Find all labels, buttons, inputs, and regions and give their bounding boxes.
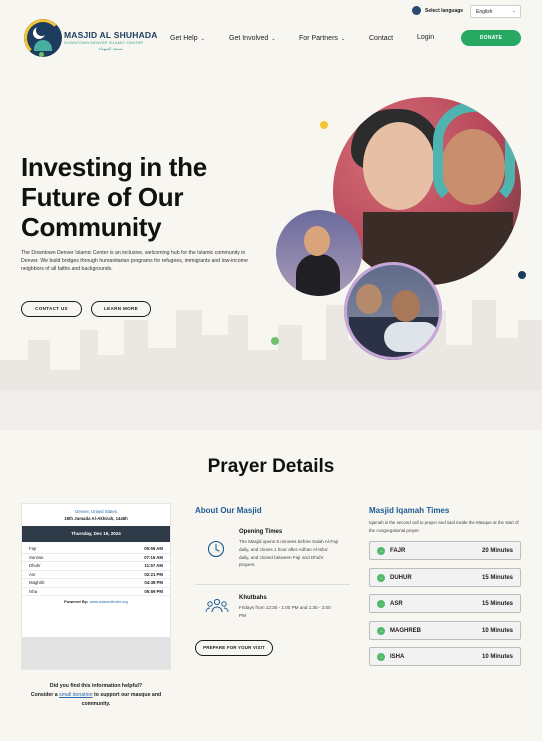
prayer-time: 07:16 AM — [144, 554, 163, 560]
logo-ring — [24, 19, 62, 57]
table-row — [22, 571, 170, 580]
decorative-dot-yellow — [320, 121, 328, 129]
iqamah-minutes: 15 Minutes — [481, 600, 513, 607]
arrow-right-icon: → — [378, 653, 384, 660]
helpful-pre: Consider a — [30, 692, 58, 698]
donate-button[interactable]: DONATE — [461, 30, 521, 46]
brand-arabic: مسجد الشهداء — [98, 46, 123, 51]
table-row — [22, 588, 170, 597]
nav-get-help-label: Get Help — [170, 35, 198, 42]
iqamah-minutes: 10 Minutes — [481, 627, 513, 634]
learn-more-button[interactable]: LEARN MORE — [91, 301, 151, 317]
photo-ring-accent — [344, 262, 442, 360]
iqamah-minutes: 10 Minutes — [481, 653, 513, 660]
table-row — [22, 562, 170, 571]
arrow-right-icon: → — [378, 574, 384, 581]
khutbahs-text: Fridays from 12:30 - 1:00 PM and 1:30 - 2:00 PM — [239, 605, 331, 618]
login-label: Login — [417, 34, 435, 41]
brand-subtitle: DOWNTOWN DENVER ISLAMIC CENTER — [64, 41, 144, 45]
prayer-name: Sunrise — [29, 554, 44, 560]
prayer-name: Maghrib — [29, 580, 45, 585]
login-link[interactable] — [417, 34, 434, 41]
islamicfinder-link[interactable]: www.islamicfinder.org — [89, 599, 128, 604]
iqamah-prayer-name: ISHA — [390, 653, 405, 660]
language-value: English — [476, 9, 493, 15]
small-donation-link[interactable]: small donation — [59, 692, 93, 698]
hero-description: The Downtown Denver Islamic Center is an inclusive, welcoming hub for the Islamic community in Denver. We build bridges through humanitarian programs for refugees, immigrants and low-income neighbors of all faiths and backgrounds. — [21, 250, 248, 273]
helpful-donation-line — [21, 691, 171, 709]
iqamah-description: Iqamah is the second call to prayer and said inside the Masque at the start of the congregational prayer. — [369, 520, 519, 533]
iqamah-row-asr[interactable] — [369, 594, 521, 613]
table-row — [22, 554, 170, 563]
powered-by-label: Powered By: — [64, 599, 89, 604]
nav-get-involved-label: Get Involved — [229, 35, 269, 42]
prayer-time: 02:21 PM — [144, 571, 163, 577]
prayer-name: Dhuhr — [29, 563, 41, 568]
prayer-name: Isha — [29, 588, 38, 594]
logo-emblem[interactable] — [24, 19, 62, 57]
iqamah-row-maghreb[interactable] — [369, 621, 521, 640]
about-divider — [195, 584, 350, 585]
logo-accent-dot — [39, 52, 44, 57]
chevron-down-icon: ⌄ — [271, 36, 276, 42]
prayer-details-title: Prayer Details — [207, 456, 335, 477]
globe-icon — [412, 6, 421, 15]
arrow-right-icon: → — [378, 627, 384, 634]
prayer-time: 04:38 PM — [144, 580, 163, 585]
arrow-right-icon: → — [378, 600, 384, 607]
language-selector-label — [412, 6, 463, 15]
iqamah-row-duhur[interactable] — [369, 568, 521, 587]
decorative-dot-navy — [518, 271, 526, 279]
chevron-down-icon: ⌄ — [511, 8, 516, 14]
donation-prompt — [21, 682, 171, 709]
table-row — [22, 579, 170, 588]
iqamah-prayer-name: FAJR — [390, 547, 406, 554]
iqamah-row-isha[interactable] — [369, 647, 521, 666]
iqamah-minutes: 15 Minutes — [481, 574, 513, 581]
nav-contact[interactable] — [369, 35, 393, 42]
helpful-post: to support our masque and community. — [81, 692, 162, 707]
nav-for-partners[interactable] — [299, 35, 345, 42]
helpful-question: Did you find this information helpful? — [49, 683, 143, 689]
brand-wordmark[interactable] — [64, 30, 158, 51]
iqamah-row-fajr[interactable] — [369, 541, 521, 560]
nav-get-involved[interactable] — [229, 35, 276, 42]
arrow-right-icon: → — [378, 547, 384, 554]
khutbahs-title: Khutbahs — [239, 595, 267, 601]
clock-icon — [207, 540, 225, 558]
opening-times-title: Opening Times — [239, 529, 283, 535]
iqamah-prayer-name: MAGHREB — [390, 627, 421, 634]
people-group-icon — [205, 597, 229, 615]
chevron-down-icon: ⌄ — [340, 36, 346, 42]
decorative-dot-green — [271, 337, 279, 345]
prayer-time: 05:59 PM — [144, 588, 163, 594]
iqamah-prayer-name: DUHUR — [390, 574, 412, 581]
hero-photo-child — [276, 210, 362, 296]
widget-footer-placeholder — [22, 637, 170, 669]
prayer-time: 05:56 AM — [144, 546, 163, 551]
nav-contact-label: Contact — [369, 35, 394, 42]
nav-for-partners-label: For Partners — [299, 35, 338, 42]
widget-powered-by — [22, 599, 170, 604]
prayer-time: 11:57 AM — [144, 563, 163, 568]
widget-location[interactable]: Denver, United States — [75, 509, 117, 514]
about-masjid-title: About Our Masjid — [195, 506, 262, 515]
hero-title: Investing in the Future of Our Community — [21, 152, 207, 242]
opening-times-text: The Masjid opens 5 minutes before Salah Al-Fajr daily, and closes 1 hour after Adhan Al-Isha' daily, and closed between Fajr and Dhuhr prayers. — [239, 539, 339, 568]
chevron-down-icon: ⌄ — [200, 36, 205, 42]
prayer-name: Asr — [29, 571, 36, 577]
prayer-name: Fajr — [29, 546, 37, 551]
iqamah-prayer-name: ASR — [390, 600, 403, 607]
language-dropdown[interactable] — [470, 5, 521, 18]
prayer-times-widget — [21, 503, 171, 670]
iqamah-minutes: 20 Minutes — [481, 547, 513, 554]
prepare-visit-button[interactable]: PREPARE FOR YOUR VISIT — [195, 640, 273, 656]
nav-get-help[interactable] — [170, 35, 205, 42]
select-language-text: Select language — [425, 7, 464, 14]
brand-name: MASJID AL SHUHADA — [64, 30, 158, 40]
table-row — [22, 545, 170, 554]
widget-times-list — [22, 545, 170, 596]
iqamah-times-title: Masjid Iqamah Times — [369, 506, 450, 515]
widget-hijri-date: 18th Jumada Al-Akhirah, 1446h — [64, 516, 128, 521]
contact-us-button[interactable]: CONTACT US — [21, 301, 82, 317]
widget-date-bar: Thursday, Dec 19, 2024 — [22, 526, 170, 542]
